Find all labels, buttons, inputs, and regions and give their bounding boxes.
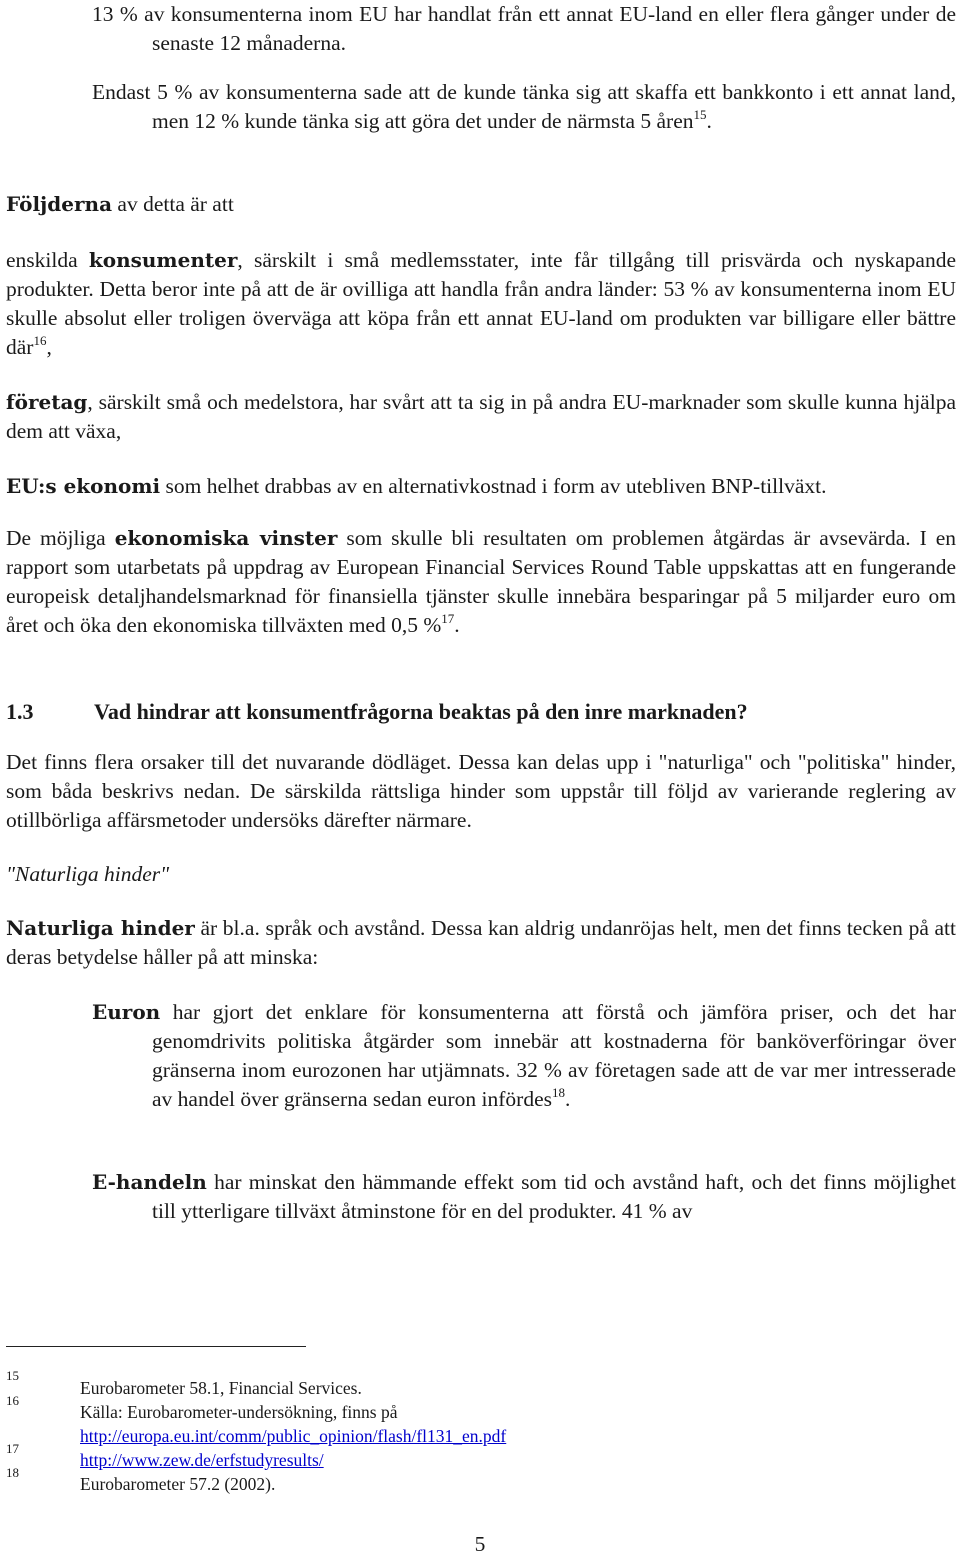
bold-term: företag <box>6 390 88 414</box>
bold-term: Euron <box>92 1000 161 1024</box>
footnote-separator <box>6 1346 306 1347</box>
footnote-ref[interactable]: 18 <box>551 1085 565 1100</box>
section-heading <box>6 697 748 726</box>
footnote-link[interactable]: http://europa.eu.int/comm/public_opinion/flash/fl131_en.pdf <box>80 1426 507 1446</box>
bold-term: Följderna <box>6 192 113 216</box>
bold-term: E-handeln <box>92 1170 207 1194</box>
bold-term: konsumenter <box>88 248 238 272</box>
bullet-text: Endast 5 % av konsumenterna sade att de kunde tänka sig att skaffa ett bankkonto i ett annat land, men 12 % kunde tänka sig att göra det under de närmsta 5 åren <box>92 80 956 133</box>
bullet-eu-purchases <box>92 0 956 58</box>
paragraph-foretag: företag, särskilt små och medelstora, har svårt att ta sig in på andra EU-marknader som skulle kunna hjälpa dem att växa, <box>6 390 956 443</box>
paragraph-ekonomi: EU:s ekonomi som helhet drabbas av en alternativkostnad i form av utebliven BNP-tillväxt. <box>6 474 827 498</box>
footnote-link[interactable]: http://www.zew.de/erfstudyresults/ <box>80 1450 324 1470</box>
footnote-ref[interactable]: 16 <box>33 333 47 348</box>
footnote-number: 16 <box>6 1393 19 1408</box>
item-euron: Euron har gjort det enklare för konsumenterna att förstå och jämföra priser, och det har genomdrivits politiska åtgärder som innebär att kostnaderna för banköverföringar över gränserna inom eurozonen har utjämnats. 32 % av företagen sade att de var mer intresserade av handel över gränserna sedan euron infördes$^{18}$. <box>92 1000 956 1111</box>
paragraph-hinder: Det finns flera orsaker till det nuvarande dödläget. Dessa kan delas upp i "naturliga" och "politiska" hinder, som båda beskrivs nedan. De särskilda rättsliga hinder som uppstår till följd av varierande reglering av otillbörliga affärsmetoder undersöks därefter närmare. <box>6 750 956 832</box>
footnote-number: 17 <box>6 1441 19 1456</box>
bullet-bank-account: Endast 5 % av konsumenterna sade att de kunde tänka sig att skaffa ett bankkonto i ett annat land, men 12 % kunde tänka sig att göra det under de närmsta 5 åren$^{15}$. <box>92 80 956 133</box>
bold-term: EU:s ekonomi <box>6 474 161 498</box>
consequences-lead: Följderna av detta är att <box>6 192 234 216</box>
subheading-naturliga-hinder: "Naturliga hinder" <box>6 862 170 886</box>
footnote-ref[interactable]: 15 <box>693 107 707 122</box>
page-number: 5 <box>474 1532 486 1556</box>
footnote-text: Eurobarometer 57.2 (2002). <box>80 1474 276 1494</box>
footnote-number: 15 <box>6 1368 19 1383</box>
footnote-ref[interactable]: 17 <box>441 611 455 626</box>
item-ehandel: E-handeln har minskat den hämmande effekt som tid och avstånd haft, och det finns möjlighet till ytterligare tillväxt åtminstone för en del produkter. 41 % av <box>92 1170 956 1223</box>
bold-term: Naturliga hinder <box>6 916 195 940</box>
paragraph-vinster: De möjliga ekonomiska vinster som skulle bli resultaten om problemen åtgärdas är avsevärda. I en rapport som utarbetats på uppdrag av European Financial Services Round Table uppskattas att en fungerande europeisk detaljhandelsmarknad för finansiella tjänster skulle innebära besparingar på 5 miljarder euro om året och öka den ekonomiska tillväxten med 0,5 %$^{17}$. <box>6 526 956 637</box>
paragraph-konsumenter: enskilda konsumenter, särskilt i små medlemsstater, inte får tillgång till prisvärda och nyskapande produkter. Detta beror inte på att de är ovilliga att handla från andra länder: 53 % av konsumenterna inom EU skulle absolut eller troligen överväga att köpa från ett annat EU-land om produkten var billigare eller bättre där$^{16}$, <box>6 248 956 359</box>
footnote-number: 18 <box>6 1465 19 1480</box>
footnote-text: Källa: Eurobarometer-undersökning, finns på <box>80 1402 398 1422</box>
footnote-text: Eurobarometer 58.1, Financial Services. <box>80 1378 362 1398</box>
bold-term: ekonomiska vinster <box>114 526 338 550</box>
section-number: 1.3 <box>6 699 34 724</box>
paragraph-naturliga: Naturliga hinder är bl.a. språk och avstånd. Dessa kan aldrig undanröjas helt, men det finns tecken på att deras betydelse håller på att minska: <box>6 916 956 969</box>
section-title: Vad hindrar att konsumentfrågorna beaktas på den inre marknaden? <box>94 699 748 724</box>
bullet-text: 13 % av konsumenterna inom EU har handlat från ett annat EU-land en eller flera gånger under de senaste 12 månaderna. <box>92 2 956 55</box>
